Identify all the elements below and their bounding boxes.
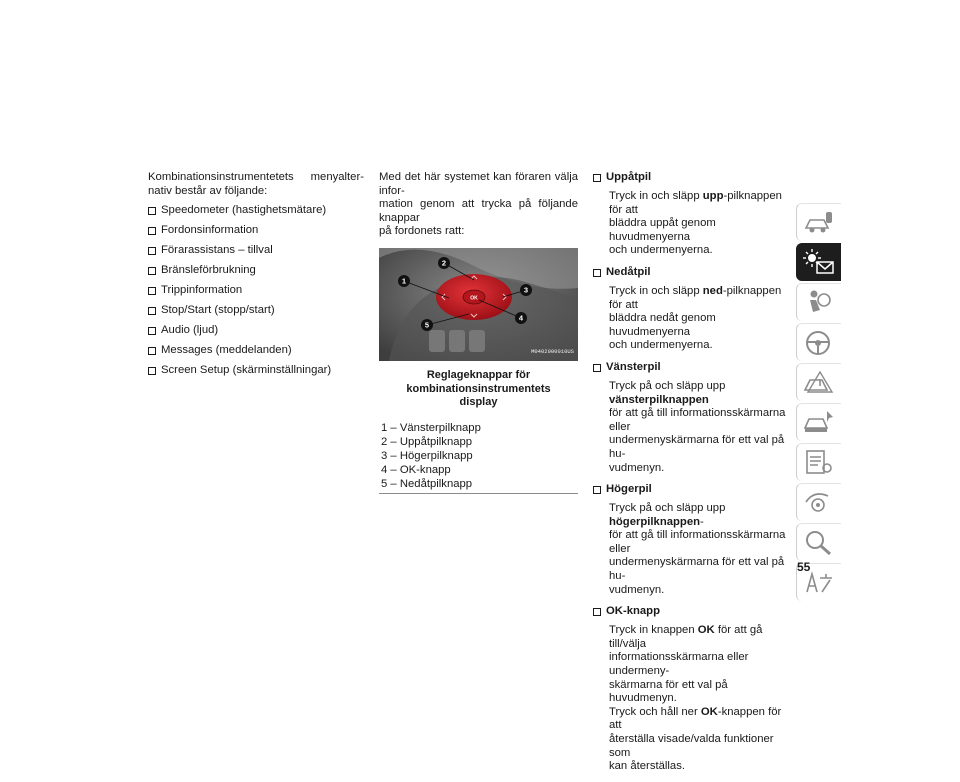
callout-label: 3 <box>523 285 529 295</box>
up-arrow-section: Uppåtpil Tryck in och släpp upp-pilknappen för att bläddra uppåt genom huvudmenyerna och undermenyerna. <box>593 171 793 258</box>
checkbox-bullet-icon <box>148 247 156 255</box>
section-title: Högerpil <box>606 483 652 496</box>
controls-intro-line2: mation genom att trycka på följande knappar <box>379 198 578 224</box>
checkbox-bullet-icon <box>148 367 156 375</box>
section-title: Vänsterpil <box>606 361 661 374</box>
right-column <box>593 171 793 782</box>
checkbox-bullet-icon <box>148 227 156 235</box>
list-item: Messages (meddelanden) <box>148 344 364 358</box>
search-index-icon <box>802 528 836 557</box>
tab-search-index[interactable] <box>796 523 841 561</box>
lower-button <box>469 330 485 352</box>
menu-intro-line1: Kombinationsinstrumentetets menyalter- <box>148 171 364 183</box>
chapter-tabs <box>796 203 842 603</box>
left-arrow-section: Vänsterpil Tryck på och släpp upp vänsterpilknappen för att gå till informationsskärmarna eller undermenyskärmarna för ett val på hu- vudmenyn. <box>593 361 793 475</box>
list-item: Förarassistans – tillval <box>148 244 364 258</box>
lower-button <box>429 330 445 352</box>
legend-item: 1 – Vänsterpilknapp <box>381 421 481 434</box>
list-item: Speedometer (hastighetsmätare) <box>148 204 364 218</box>
tab-car-service[interactable] <box>796 403 841 441</box>
legend-item: 2 – Uppåtpilknapp <box>381 435 473 448</box>
checkbox-bullet-icon <box>148 207 156 215</box>
section-title: Nedåtpil <box>606 266 651 279</box>
list-item: Stop/Start (stopp/start) <box>148 304 364 318</box>
tab-car-key[interactable] <box>796 203 841 241</box>
emergency-icon <box>802 368 836 397</box>
checkbox-bullet-icon <box>148 307 156 315</box>
steering-wheel-controls-figure <box>379 248 578 361</box>
car-key-icon <box>802 208 836 237</box>
checkbox-bullet-icon <box>593 269 601 277</box>
legend-item: 5 – Nedåtpilknapp <box>381 477 473 490</box>
checkbox-bullet-icon <box>593 364 601 372</box>
steering-wheel-illustration <box>379 248 578 361</box>
checkbox-bullet-icon <box>148 267 156 275</box>
steering-wheel-icon <box>802 328 836 357</box>
callout-label: 2 <box>441 258 447 268</box>
callout-label: 1 <box>401 276 407 286</box>
checkbox-bullet-icon <box>593 174 601 182</box>
controls-intro-line3: på fordonets ratt: <box>379 225 465 238</box>
page-number: 55 <box>797 560 811 574</box>
checkbox-bullet-icon <box>148 287 156 295</box>
callout-label: 4 <box>518 313 524 323</box>
down-arrow-section: Nedåtpil Tryck in och släpp ned-pilknappen för att bläddra nedåt genom huvudmenyerna och undermenyerna. <box>593 266 793 353</box>
car-service-icon <box>802 408 836 437</box>
controls-intro-line1: Med det här systemet kan föraren välja infor- <box>379 171 578 197</box>
ok-button-label: OK <box>470 295 478 302</box>
tab-airbag[interactable] <box>796 283 841 321</box>
list-item: Fordonsinformation <box>148 224 364 238</box>
warning-lights-icon <box>802 248 836 277</box>
section-title: Uppåtpil <box>606 171 652 184</box>
tab-specifications[interactable] <box>796 443 841 481</box>
tab-warning-lights[interactable] <box>796 243 841 281</box>
airbag-icon <box>802 288 836 317</box>
figure-code: M0402000010US <box>531 348 574 356</box>
ok-button-section: OK-knapp Tryck in knappen OK för att gå till/välja informationsskärmarna eller undermeny- skärmarna för ett val på huvudmenyn. Tryck och håll ner OK-knappen för att återställa visade/valda funktioner som kan återställas. <box>593 605 793 774</box>
right-arrow-section: Högerpil Tryck på och släpp upp högerpilknappen- för att gå till informationsskärmarna eller undermenyskärmarna för ett val på hu- vudmenyn. <box>593 483 793 597</box>
list-item: Bränsleförbrukning <box>148 264 364 278</box>
lower-button <box>449 330 465 352</box>
list-item: Trippinformation <box>148 284 364 298</box>
menu-intro-line2: nativ består av följande: <box>148 184 268 197</box>
multimedia-icon <box>802 488 836 517</box>
figure-legend <box>379 422 578 494</box>
checkbox-bullet-icon <box>148 347 156 355</box>
figure-caption: Reglageknappar för kombinationsinstrumentets display <box>406 368 551 409</box>
checkbox-bullet-icon <box>148 327 156 335</box>
tab-emergency[interactable] <box>796 363 841 401</box>
list-item: Audio (ljud) <box>148 324 364 338</box>
tab-steering-wheel[interactable] <box>796 323 841 361</box>
checkbox-bullet-icon <box>593 486 601 494</box>
list-item: Screen Setup (skärminställningar) <box>148 364 364 378</box>
section-title: OK-knapp <box>606 605 660 618</box>
left-column <box>148 171 364 378</box>
middle-column <box>379 171 578 494</box>
callout-label: 5 <box>424 320 430 330</box>
checkbox-bullet-icon <box>593 608 601 616</box>
legend-item: 4 – OK-knapp <box>381 463 451 476</box>
specifications-icon <box>802 448 836 477</box>
tab-multimedia[interactable] <box>796 483 841 521</box>
legend-item: 3 – Högerpilknapp <box>381 449 473 462</box>
